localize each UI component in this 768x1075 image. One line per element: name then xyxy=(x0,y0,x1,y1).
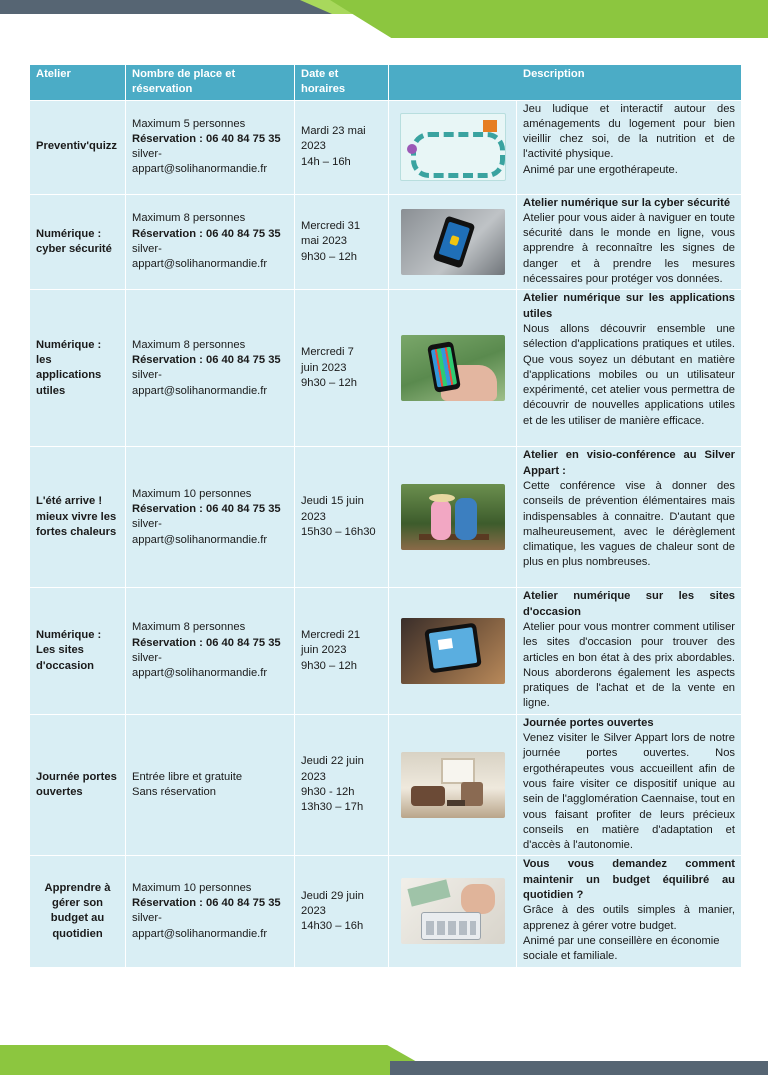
capacity-text: Maximum 8 personnes xyxy=(132,621,246,634)
email-text-1: silver- xyxy=(132,369,162,382)
places-cell xyxy=(126,447,295,588)
atelier-name-1: Numérique : xyxy=(36,227,102,240)
date-text-2: 2023 xyxy=(301,140,326,153)
image-cell xyxy=(389,714,517,856)
capacity-text: Maximum 10 personnes xyxy=(132,487,252,500)
table-header-row xyxy=(30,65,742,101)
email-text-1: silver- xyxy=(132,148,162,161)
date-cell xyxy=(295,290,389,447)
email-text-1: silver- xyxy=(132,652,162,665)
places-cell xyxy=(126,856,295,967)
board-game-image xyxy=(400,113,506,181)
no-reservation-text: Sans réservation xyxy=(132,786,216,799)
email-text-2: appart@solihanormandie.fr xyxy=(132,533,268,546)
time-text-2: 13h30 – 17h xyxy=(301,801,364,814)
table-row xyxy=(30,100,742,194)
table-row xyxy=(30,447,742,588)
description-text: Cette conférence vise à donner des conseils de prévention élémentaires mais indispensables à connaitre. D'autant que malheureusement, avec le dérèglement climatique, les vagues de chaleur sont de plus en plus nombreuses. xyxy=(523,479,736,569)
date-text-2: 2023 xyxy=(301,770,326,783)
description-title: Atelier numérique sur la cyber sécurité xyxy=(523,196,731,209)
time-text: 14h30 – 16h xyxy=(301,920,364,933)
header-atelier: Atelier xyxy=(30,65,126,101)
time-text: 15h30 – 16h30 xyxy=(301,526,376,539)
reservation-text: Réservation : 06 40 84 75 35 xyxy=(132,132,281,145)
reservation-text: Réservation : 06 40 84 75 35 xyxy=(132,636,281,649)
atelier-name-4: utiles xyxy=(36,384,66,397)
description-text: Venez visiter le Silver Appart lors de notre journée portes ouvertes. Nos ergothérapeutes vous accueillent afin de vous faire visiter ce dispositif unique au sein de l'agglomération Caennaise, tout en vous faisant profiter de leurs précieux conseils en matière d'adaptation et d'accès à l'autonomie. xyxy=(523,732,736,852)
email-text-2: appart@solihanormandie.fr xyxy=(132,258,268,271)
reservation-text: Réservation : 06 40 84 75 35 xyxy=(132,897,281,910)
summer-bench-image xyxy=(401,484,505,550)
atelier-name-3: d'occasion xyxy=(36,659,94,672)
date-text-2: 2023 xyxy=(301,510,326,523)
image-cell xyxy=(389,588,517,714)
atelier-name-1: Apprendre à xyxy=(44,881,111,894)
email-text-1: silver- xyxy=(132,912,162,925)
places-cell xyxy=(126,588,295,714)
atelier-cell xyxy=(30,856,126,967)
places-cell xyxy=(126,290,295,447)
date-text-1: Mercredi 31 xyxy=(301,220,361,233)
places-cell xyxy=(126,194,295,290)
time-text: 9h30 – 12h xyxy=(301,250,357,263)
atelier-cell xyxy=(30,714,126,856)
image-cell xyxy=(389,100,517,194)
header-places: Nombre de place et réservation xyxy=(126,65,295,101)
places-cell xyxy=(126,714,295,856)
atelier-name-1: Numérique : xyxy=(36,338,102,351)
date-text-2: juin 2023 xyxy=(301,361,347,374)
date-cell xyxy=(295,194,389,290)
reservation-text: Réservation : 06 40 84 75 35 xyxy=(132,503,281,516)
date-text-1: Mercredi 7 xyxy=(301,346,354,359)
places-cell xyxy=(126,100,295,194)
date-text-1: Mercredi 21 xyxy=(301,629,361,642)
atelier-name-3: applications xyxy=(36,369,102,382)
atelier-name-2: Les sites xyxy=(36,644,84,657)
description-title: Atelier en visio-conférence au Silver Appart : xyxy=(523,449,736,477)
budget-calculator-image xyxy=(401,878,505,944)
date-text-1: Jeudi 22 juin xyxy=(301,755,364,768)
description-text: Grâce à des outils simples à manier, apprenez à gérer votre budget. xyxy=(523,904,736,932)
description-title: Vous vous demandez comment maintenir un budget équilibré au quotidien ? xyxy=(523,858,736,902)
description-cell xyxy=(517,447,742,588)
atelier-name-2: gérer son xyxy=(52,897,103,910)
time-text: 9h30 – 12h xyxy=(301,659,357,672)
atelier-name-2: cyber sécurité xyxy=(36,242,112,255)
reservation-text: Réservation : 06 40 84 75 35 xyxy=(132,227,281,240)
description-cell xyxy=(517,194,742,290)
image-cell xyxy=(389,856,517,967)
atelier-name-1: Numérique : xyxy=(36,629,102,642)
email-text-1: silver- xyxy=(132,518,162,531)
description-extra: Animé par une ergothérapeute. xyxy=(523,163,678,176)
date-cell xyxy=(295,714,389,856)
email-text-2: appart@solihanormandie.fr xyxy=(132,927,268,940)
description-cell xyxy=(517,100,742,194)
reservation-text: Réservation : 06 40 84 75 35 xyxy=(132,354,281,367)
table-row xyxy=(30,290,742,447)
date-text-1: Mardi 23 mai xyxy=(301,125,366,138)
date-text-2: juin 2023 xyxy=(301,644,347,657)
time-text-1: 9h30 - 12h xyxy=(301,786,355,799)
atelier-name-3: fortes chaleurs xyxy=(36,526,117,539)
atelier-name-3: budget au xyxy=(50,912,105,925)
atelier-cell xyxy=(30,447,126,588)
atelier-cell xyxy=(30,194,126,290)
bottom-gray-band xyxy=(390,1061,768,1075)
atelier-name-2: les xyxy=(36,354,52,367)
email-text-2: appart@solihanormandie.fr xyxy=(132,384,268,397)
capacity-text: Maximum 10 personnes xyxy=(132,881,252,894)
description-cell xyxy=(517,290,742,447)
description-title: Atelier numérique sur les sites d'occasion xyxy=(523,590,736,618)
description-text: Jeu ludique et interactif autour des aménagements du logement pour bien vieillir chez soi, de la nutrition et de l'activité physique. xyxy=(523,102,736,161)
description-cell xyxy=(517,714,742,856)
date-cell xyxy=(295,447,389,588)
atelier-name-2: ouvertes xyxy=(36,786,83,799)
entry-text: Entrée libre et gratuite xyxy=(132,770,243,783)
description-text: Atelier pour vous montrer comment utiliser les sites d'occasion pour trouver des articles en bon état à des prix abordables. Nous aborderons également les aspects pratiques de l'achat et de la vente en ligne. xyxy=(523,620,736,710)
atelier-name-2: mieux vivre les xyxy=(36,510,117,523)
header-date: Date et horaires xyxy=(295,65,389,101)
description-cell xyxy=(517,588,742,714)
bottom-green-band xyxy=(0,1045,440,1075)
table-row xyxy=(30,588,742,714)
description-text: Atelier pour vous aider à naviguer en toute sécurité dans le monde en ligne, vous apprendre à reconnaître les signes de danger et à prendre les mesures nécessaires pour protéger vos données. xyxy=(523,211,736,286)
atelier-cell xyxy=(30,290,126,447)
workshop-table xyxy=(29,64,742,968)
date-text-2: mai 2023 xyxy=(301,235,348,248)
date-cell xyxy=(295,100,389,194)
atelier-name-4: quotidien xyxy=(52,927,103,940)
living-room-image xyxy=(401,752,505,818)
time-text: 14h – 16h xyxy=(301,155,351,168)
description-extra: Animé par une conseillère en économie sociale et familiale. xyxy=(523,934,720,963)
atelier-name-1: L'été arrive ! xyxy=(36,495,103,508)
email-text-1: silver- xyxy=(132,242,162,255)
capacity-text: Maximum 8 personnes xyxy=(132,212,246,225)
table-row xyxy=(30,714,742,856)
capacity-text: Maximum 8 personnes xyxy=(132,338,246,351)
atelier-name-1: Journée portes xyxy=(36,770,117,783)
image-cell xyxy=(389,447,517,588)
date-cell xyxy=(295,856,389,967)
atelier-name: Preventiv'quizz xyxy=(36,140,117,153)
atelier-cell xyxy=(30,100,126,194)
smartphone-lock-image xyxy=(401,209,505,275)
online-shopping-image xyxy=(401,618,505,684)
time-text: 9h30 – 12h xyxy=(301,377,357,390)
date-cell xyxy=(295,588,389,714)
description-title: Journée portes ouvertes xyxy=(523,716,654,729)
top-green-band xyxy=(330,0,768,38)
description-cell xyxy=(517,856,742,967)
capacity-text: Maximum 5 personnes xyxy=(132,117,246,130)
description-title: Atelier numérique sur les applications utiles xyxy=(523,292,736,320)
table-row xyxy=(30,856,742,967)
image-cell xyxy=(389,290,517,447)
date-text-2: 2023 xyxy=(301,904,326,917)
date-text-1: Jeudi 15 juin xyxy=(301,495,364,508)
email-text-2: appart@solihanormandie.fr xyxy=(132,667,268,680)
description-text: Nous allons découvrir ensemble une sélection d'applications pratiques et utiles. Que vous soyez un débutant en matière d'applications mobiles ou un utilisateur expérimenté, cet atelier vous permettra de découvrir de nouvelles applications utiles et de les utiliser de manière efficace. xyxy=(523,322,736,427)
header-description: Description xyxy=(389,65,742,101)
hand-phone-image xyxy=(401,335,505,401)
atelier-cell xyxy=(30,588,126,714)
table-row xyxy=(30,194,742,290)
date-text-1: Jeudi 29 juin xyxy=(301,889,364,902)
image-cell xyxy=(389,194,517,290)
email-text-2: appart@solihanormandie.fr xyxy=(132,163,268,176)
